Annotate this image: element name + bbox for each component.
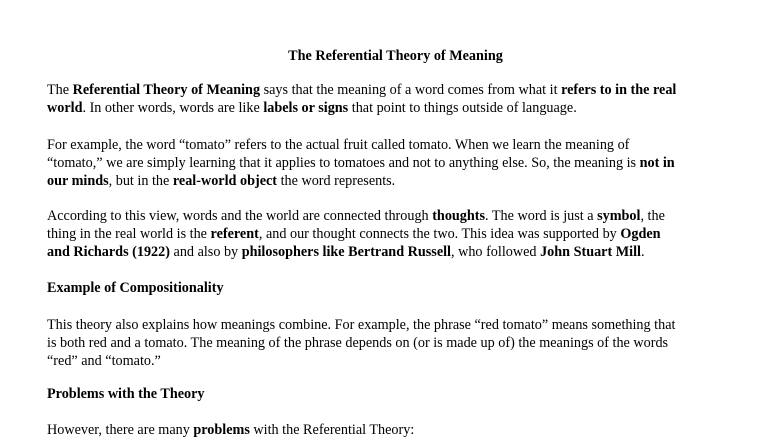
text-run: , but in the bbox=[108, 173, 173, 189]
text-line bbox=[47, 154, 747, 172]
bold-term: John Stuart Mill bbox=[540, 244, 641, 260]
bold-term: our minds bbox=[47, 173, 109, 189]
paragraph-compositionality bbox=[47, 316, 747, 370]
text-run: . In other words, words are like bbox=[82, 100, 264, 116]
text-line bbox=[47, 81, 747, 99]
text-run: , and our thought connects the two. This idea was supported by bbox=[258, 226, 621, 242]
text-run: and also by bbox=[169, 244, 242, 260]
text-line bbox=[47, 243, 747, 261]
paragraph-definition bbox=[47, 81, 747, 117]
bold-term: labels or signs bbox=[263, 100, 349, 116]
section-heading-compositionality: Example of Compositionality bbox=[47, 280, 224, 296]
bold-term: referent bbox=[210, 226, 259, 242]
paragraph-problems bbox=[47, 421, 747, 439]
text-line bbox=[47, 225, 747, 243]
section-heading-problems: Problems with the Theory bbox=[47, 386, 205, 402]
bold-term: problems bbox=[193, 422, 250, 438]
text-run: . The word is just a bbox=[485, 208, 598, 224]
text-run: The bbox=[47, 82, 73, 98]
text-run: . bbox=[640, 244, 645, 260]
text-run: , who followed bbox=[451, 244, 541, 260]
text-run: However, there are many bbox=[47, 422, 194, 438]
text-line: is both red and a tomato. The meaning of the phrase depends on (or is made up of) the meanings of the words bbox=[47, 335, 669, 351]
text-line: “red” and “tomato.” bbox=[47, 353, 161, 369]
text-line bbox=[47, 421, 747, 439]
bold-term: symbol bbox=[597, 208, 641, 224]
bold-term: refers to in the real bbox=[561, 82, 677, 98]
text-line bbox=[47, 207, 747, 225]
text-run: According to this view, words and the world are connected through bbox=[47, 208, 433, 224]
text-run: the word represents. bbox=[277, 173, 396, 189]
text-run: that point to things outside of language. bbox=[348, 100, 577, 116]
text-run: thing in the real world is the bbox=[47, 226, 211, 242]
text-run: , the bbox=[640, 208, 665, 224]
bold-term: philosophers like Bertrand Russell bbox=[241, 244, 451, 260]
text-line: For example, the word “tomato” refers to the actual fruit called tomato. When we learn the meaning of bbox=[47, 137, 630, 153]
bold-term: thoughts bbox=[432, 208, 486, 224]
text-run: “tomato,” we are simply learning that it applies to tomatoes and not to anything else. So, the meaning is bbox=[47, 155, 640, 171]
paragraph-view bbox=[47, 207, 747, 261]
bold-term: not in bbox=[639, 155, 675, 171]
text-line bbox=[47, 172, 747, 190]
text-line bbox=[47, 99, 747, 117]
bold-term: real-world object bbox=[172, 173, 278, 189]
document-title: The Referential Theory of Meaning bbox=[288, 48, 503, 64]
text-run: says that the meaning of a word comes from what it bbox=[260, 82, 562, 98]
text-line: This theory also explains how meanings combine. For example, the phrase “red tomato” means something that bbox=[47, 317, 676, 333]
text-run: with the Referential Theory: bbox=[249, 422, 415, 438]
bold-term: world bbox=[47, 100, 83, 116]
bold-term: and Richards (1922) bbox=[47, 244, 170, 260]
bold-term: Ogden bbox=[620, 226, 661, 242]
bold-term: Referential Theory of Meaning bbox=[72, 82, 261, 98]
paragraph-example bbox=[47, 136, 747, 190]
